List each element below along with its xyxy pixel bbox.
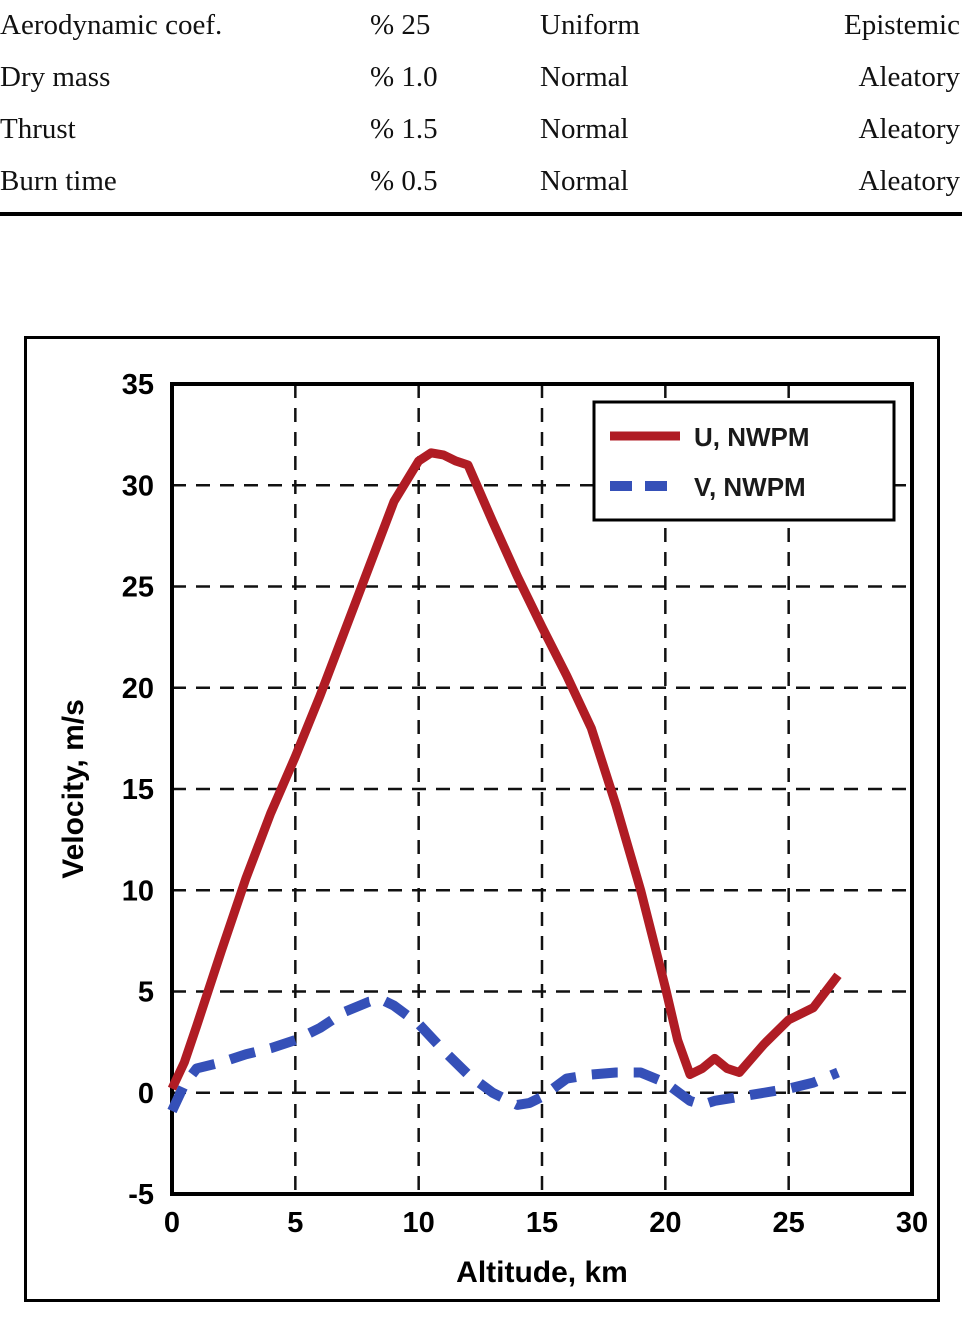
legend-label-2: V, NWPM — [694, 472, 806, 502]
y-axis-title: Velocity, m/s — [57, 699, 90, 879]
chart-legend — [594, 402, 894, 520]
x-tick-label: 0 — [163, 1207, 181, 1239]
y-tick-label: 0 — [137, 1077, 154, 1110]
cell-parameter-name: Aerodynamic coef. — [0, 9, 223, 41]
data-series — [172, 453, 838, 1111]
table-row — [0, 0, 960, 52]
y-tick-label: -5 — [128, 1179, 154, 1211]
cell-parameter-value: % 0.5 — [370, 165, 438, 197]
velocity-altitude-chart — [27, 339, 937, 1299]
cell-distribution: Uniform — [540, 9, 640, 41]
cell-parameter-value: % 25 — [370, 9, 431, 41]
x-tick-label: 30 — [895, 1207, 929, 1239]
y-tick-label: 20 — [121, 672, 154, 705]
x-tick-label: 25 — [772, 1207, 805, 1239]
cell-parameter-name: Dry mass — [0, 61, 111, 93]
x-tick-label: 5 — [287, 1207, 304, 1239]
legend-label-1: U, NWPM — [694, 422, 810, 452]
table-row — [0, 52, 960, 104]
cell-parameter-name: Thrust — [0, 113, 76, 145]
cell-parameter-value: % 1.0 — [370, 61, 438, 93]
table-bottom-rule — [0, 212, 962, 216]
cell-distribution: Normal — [540, 61, 629, 93]
series-line-2 — [172, 1000, 838, 1111]
chart-plot-area — [27, 339, 937, 1299]
y-tick-label: 35 — [121, 369, 154, 401]
cell-uncertainty-type: Aleatory — [858, 165, 960, 197]
x-tick-label: 20 — [649, 1207, 682, 1239]
parameter-table — [0, 0, 960, 208]
x-axis-title: Altitude, km — [456, 1256, 628, 1289]
table-body — [0, 0, 960, 208]
y-tick-label: 30 — [121, 470, 154, 503]
cell-uncertainty-type: Aleatory — [858, 113, 960, 145]
x-tick-label: 10 — [402, 1207, 435, 1239]
x-tick-label: 15 — [525, 1207, 559, 1239]
y-tick-label: 25 — [121, 571, 154, 604]
cell-parameter-name: Burn time — [0, 165, 117, 197]
cell-uncertainty-type: Epistemic — [844, 9, 960, 41]
y-tick-label: 10 — [121, 875, 154, 908]
cell-parameter-value: % 1.5 — [370, 113, 438, 145]
parameter-table-container — [0, 0, 970, 216]
y-tick-label: 15 — [121, 774, 154, 806]
cell-distribution: Normal — [540, 165, 629, 197]
cell-distribution: Normal — [540, 113, 629, 145]
legend-box — [594, 402, 894, 520]
table-row — [0, 104, 960, 156]
y-tick-label: 5 — [137, 976, 154, 1009]
cell-uncertainty-type: Aleatory — [858, 61, 960, 93]
series-line-1 — [172, 453, 838, 1089]
table-row — [0, 156, 960, 208]
figure-container — [24, 336, 940, 1302]
